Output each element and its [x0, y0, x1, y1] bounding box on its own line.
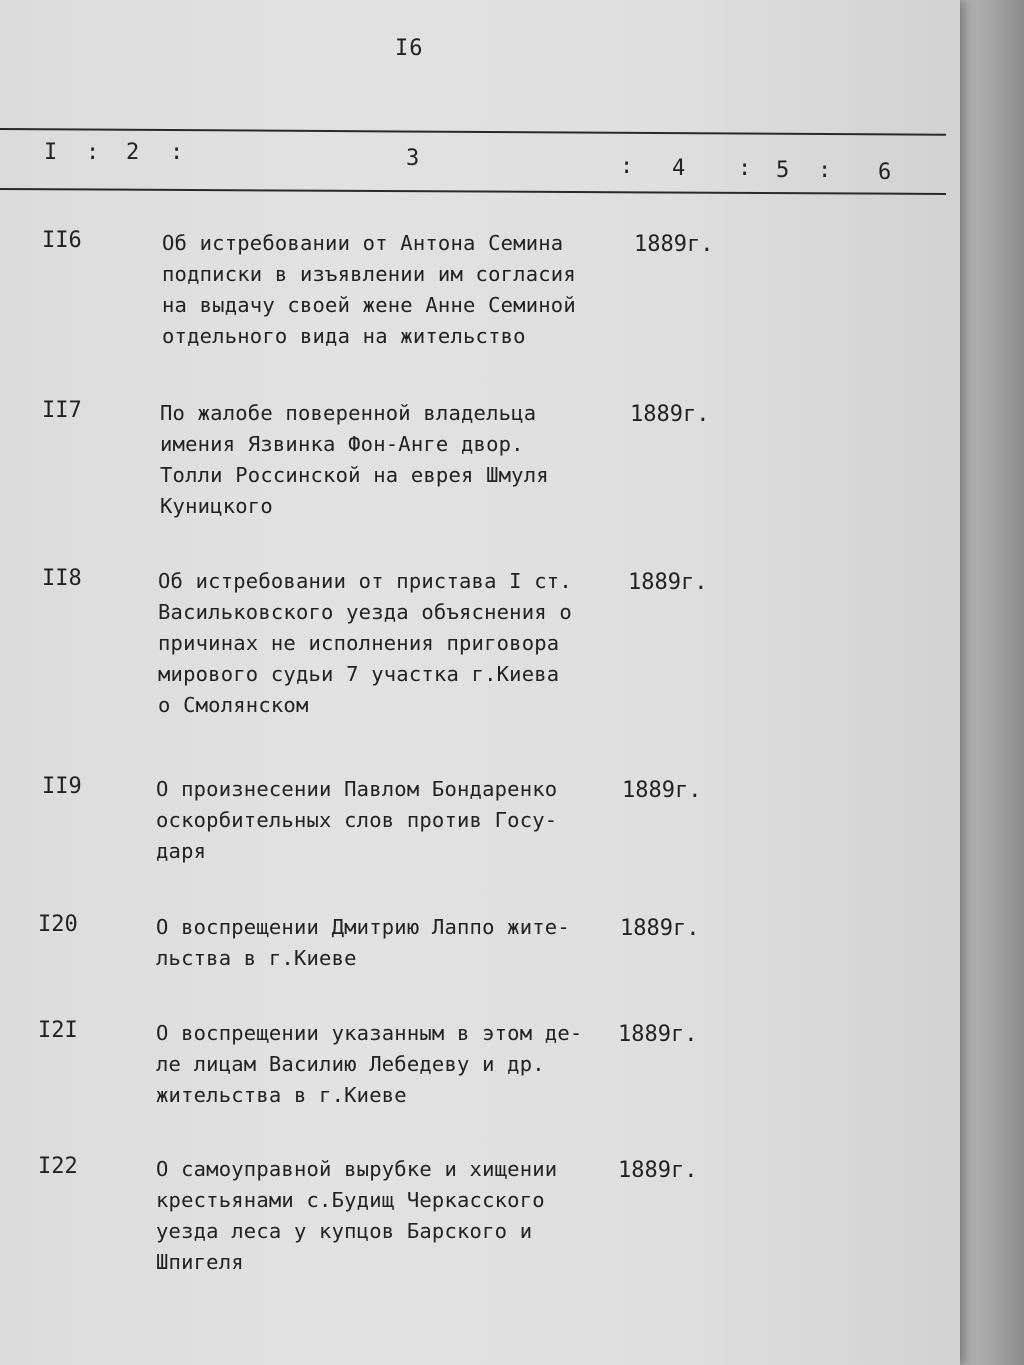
column-separator: :	[818, 158, 832, 183]
entry-title: По жалобе поверенной владельца имения Язвинка Фон-Анге двор. Толли Россинской на еврея Шмуля Куницкого	[160, 401, 549, 518]
entry-year: 1889г.	[622, 778, 702, 803]
column-header-4: 4	[672, 156, 686, 181]
entry-number: I22	[38, 1154, 78, 1179]
column-header-1: I	[44, 140, 58, 165]
entry-year: 1889г.	[618, 1022, 698, 1047]
entry-year: 1889г.	[630, 402, 710, 427]
entry-title: О воспрещении указанным в этом де- ле лицам Василию Лебедеву и др. жительства в г.Киеве	[156, 1021, 583, 1107]
page-number: I6	[395, 36, 424, 61]
entry-year: 1889г.	[618, 1158, 698, 1183]
column-header-2: 2	[126, 140, 140, 165]
column-header-3: 3	[406, 146, 420, 171]
header-top-rule	[0, 128, 946, 136]
entry-year: 1889г.	[620, 916, 700, 941]
entry-number: I2I	[38, 1018, 78, 1043]
entry-title: О произнесении Павлом Бондаренко оскорбительных слов против Госу- даря	[156, 777, 558, 863]
entry-number: II8	[42, 566, 82, 591]
entry-title: Об истребовании от пристава I ст. Васильковского уезда объяснения о причинах не исполнения приговора мирового судьи 7 участка г.Киева о Смолянском	[158, 569, 572, 717]
column-separator: :	[620, 154, 634, 179]
entry-number: II6	[42, 228, 82, 253]
column-separator: :	[86, 140, 100, 165]
column-separator: :	[170, 140, 184, 165]
column-separator: :	[738, 156, 752, 181]
column-header-5: 5	[776, 158, 790, 183]
entry-year: 1889г.	[634, 232, 714, 257]
header-bottom-rule	[0, 188, 946, 195]
entry-number: I20	[38, 912, 78, 937]
entry-title: О воспрещении Дмитрию Лаппо жите- льства в г.Киеве	[156, 915, 570, 970]
column-header-6: 6	[878, 160, 892, 185]
entry-title: О самоуправной вырубке и хищении крестьянами с.Будищ Черкасского уезда леса у купцов Барского и Шпигеля	[156, 1157, 558, 1274]
entry-title: Об истребовании от Антона Семина подписки в изъявлении им согласия на выдачу своей жене Анне Семиной отдельного вида на жительство	[162, 231, 576, 348]
entry-number: II9	[42, 774, 82, 799]
entry-number: II7	[42, 398, 82, 423]
entry-year: 1889г.	[628, 570, 708, 595]
